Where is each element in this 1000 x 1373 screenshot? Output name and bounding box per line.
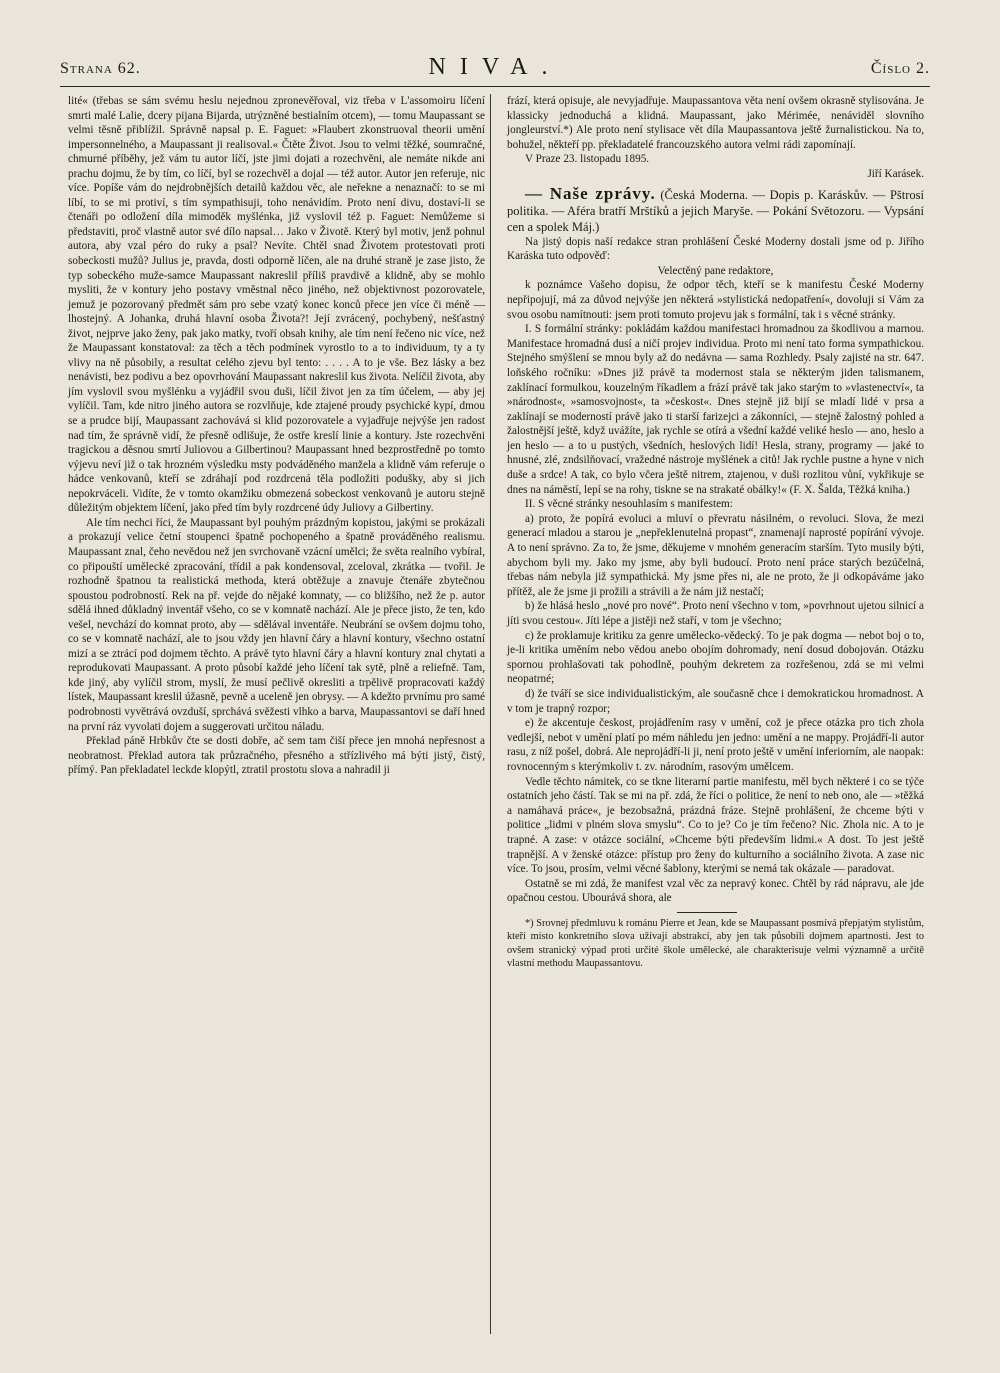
letter-paragraph: I. S formální stránky: pokládám každou manifestaci hromadnou za škodlivou a marnou. Manifestace hromadná dusí a ničí projev individua. Proto mi není tato forma sympathickou. Stejného smýšlení se mnou byly až do nedávna — sama Rozhledy. Psaly zajisté na str. 647. loňského ročníku: »Dnes již právě ta modernost stala se některým jiden talismanem, zaklínací formulkou, kouzelným říkadlem a frází právě tak jako starým to »vlastenectví«, ta »národnost«, »samosvojnost«, ta »českost«. Dnes stejně již bijí se mladí lidé v prsa a zaklínají se moderností právě jako ti starší farizejci a zákonníci, — stejně žalostný pohled a žalostnější ještě, když uvážíte, jak rychle se otírá a všední každé veliké heslo — ano, heslo a jen heslo — a to u pustých, všedních, heslových lidí! Hesla, strany, programy — jaké to hnusné, zlé, zndsilňovací, vražedné nástroje myšlének a citů! Jak rychle pustne a hyne v nich duše a srdce! A tak, co bylo včera ještě nitrem, ztajenou, v duši rozlitou vůní, vykřikuje se dnes na náměstí, lepí se na rohy, tiskne se na strakaté obálky!« (F. X. Šalda, Těžká kniha.) xyxy=(507,323,924,496)
left-column xyxy=(68,94,485,778)
footnote: *) Srovnej předmluvu k románu Pierre et Jean, kde se Maupassant posmívá přepjatým stylistům, kteří místo konkretního slova užívají abstrakcí, aby jen tak působili dojmem apartnosti. Jest to ovšem stranický výpad proti určité škole umělecké, ale charakterisuje velmi významně a určitě vlastní methodu Maupassantovu. xyxy=(507,917,924,970)
letter-paragraph: e) že akcentuje českost, projádřením rasy v umění, což je přece otázka pro tich zhola vedlejší, nebot v umění platí po mém náhledu jen jedno: umění a ne mappy. Projádří-li autor rasu, z níž pošel, dobrá. Ale neprojádří-li ji, není proto ještě v umění inferiorním, ale naopak: rovnocenným s kterýmkoliv t. zv. národním, rasovým umělcem. xyxy=(507,717,924,773)
letter-paragraph: a) proto, že popírá evoluci a mluví o převratu násilném, o revoluci. Slova, že mezi generací mladou a starou je „nepřeklenutelná propast“, znamenají naprosté popírání vývoje. A to není správno. Za to, že jsme, děkujeme v mnohém generacím starším. Tyto musily býti, abychom byli my. Jako my jsme, aby byli budoucí. Proto není práce starých bezúčelná, třebas nám nebyla již sympathická. My jsme přes ni, ale ne proto, že ji odkopáváme jako přítěž, ale že jsme ji prožili a strávili a že nám již nestačí; xyxy=(507,512,924,598)
letter-paragraph: c) že proklamuje kritiku za genre umělecko-vědecký. To je pak dogma — nebot boj o to, je-li kritika uměním nebo vědou anebo obojím dohromady, není dosud dobojován. Otázku spornou prohlašovati tak pohodlně, pouhým dekretem za rozřešenou, zdá se mi velmi neopatrné; xyxy=(507,629,924,686)
footnote-rule xyxy=(677,912,737,913)
letter-paragraph: II. S věcné stránky nesouhlasím s manifestem: xyxy=(525,498,733,511)
letter-paragraph: Vedle těchto námitek, co se tkne literarní partie manifestu, měl bych některé i co se týče ostatních jeho částí. Tak se mi na př. zdá, že říci o politice, že není to neb ono, ale — »těžká a namáhavá práce«, je bezobsažná, prázdná fráze. Stejně prohlášení, že chceme býti v politice „lidmi v plném slova smyslu“. Co to je? Co je tím řečeno? Nic. Zhola nic. A to je trapné. A zase: v otázce sociální, »Chceme býti především lidmi.« A dost. To jest ještě trapnější. A v ženské otázce: přístup pro ženy do kulturního a sociálního života. A zase nic více. To jsou, prosím, velmi věcné šablony, kterými se nemá tak okázale — paradovat. xyxy=(507,775,924,876)
letter-paragraph: d) že tváří se sice individualistickým, ale současně chce i demokratickou hromadnost. A v tom je trapný rozpor; xyxy=(507,687,924,715)
letter-paragraph: Ostatně se mi zdá, že manifest vzal věc za nepravý konec. Chtěl by rád nápravu, ale jde opačnou cestou. Ubourává shora, ale xyxy=(507,877,924,905)
news-section-topics: (Česká Moderna. — Dopis p. Karáskův. — Pštrosí politika. — Aféra bratří Mrštíků a jejich Maryše. — Pokání Světozoru. — Vypsání cen a spolek Máj.) xyxy=(507,187,925,234)
right-column xyxy=(507,94,924,971)
letter-paragraph: k poznámce Vašeho dopisu, že odpor těch, kteří se k manifestu České Moderny nepřipojují, má za důvod nejvýše jen některá »stylistická nedopatření«, dovoluji si Vám za svou osobu namítnouti: jsem proti tomuto projevu jak s formální, tak i s věcné stránky. xyxy=(507,279,924,321)
article-paragraph: lité« (třebas se sám svému heslu nejednou zpronevěřoval, viz třeba v L'assomoiru líčení smrti malé Lalie, dcery pijana Bijarda, utrýzněné bestialním otcem), — tomu Maupassant se velmi těsně přiblížil. Správně napsal p. E. Faguet: »Flaubert zkonstruoval theorii umění impersonnelného, a Maupassant ji realisoval.« Čtěte Život. Jsou to velmi těžké, soumračné, chmurné příběhy, jež vám tu autor líčí, jste jimi dojati a rozechvěni, ale nemáte nikde ani prachu dojmu, že by tím, co líčí, byl se rozechvěl a dojal — též autor. Autor jen referuje, nic více. Popíše vám do nejdrobnějších detailů každou věc, ale neřekne a nenaznačí: to se mi líbí, to se mi protiví, s tím sympathisuji, toho nenávidím. Proto není divu, dostaví-li se čtenáři po odložení díla mimoděk myšlénka, již vyslovil též p. Faguet: Nemůžeme si představiti, proč vlastně autor své dílo napsal… Jako v Životě. Který byl motiv, jenž pohnul autora, aby vzal péro do ruky a psal? Nevíte. Chtěl snad Životem protestovati proti sobeckosti mužů? Julius je, pravda, dosti odporně líčen, ale na druhé straně je zase jisto, že typ sobeckého muže-samce Maupassant nakreslil příliš pravdivě a klidně, aby se mohlo mysliti, že v kontury jeho postavy vměstnal něco jiného, než objektivnost pozorovatele, jemuž je pozorovaný předmět sám pro sebe vzatý konec konců přece jen více či méně — lhostejný. A Johanka, druhá hlavní osoba Života?! Její zvrácený, pochybený, nešťastný život, nejprve jako ženy, pak jako matky, tvoří obsah knihy, ale tím není řečeno nic více, než že Maupassant konstatoval: za těch a těch podmínek vyrostlo to a to individuum, ty a ty vlivy na ně působily, a resultat celého zjevu byl tento: . . . . A to je vše. Bez lásky a bez nenávisti, bez podivu a bez opovrhování Maupassant nakreslil kus života. Nelíčil života, aby jím vyslovil svou myšlénku a vyjádřil svou duši, líčil život jen za tím účelem, — aby jej vylíčil. Tam, kde nitro jiného autora se rozvlňuje, kde ztajené proudy psychické kypí, dmou se a prudce bijí, Maupassant zachovává si klid pozorovatele a vyjadřuje nejvýše jen radost nad tím, že správně vidí, že přesně odlišuje, že ostře kreslí linie a kontury. Jste rozechvěni tragickou a děsnou smrtí Juliovou a Gilbertinou? Maupassant hned bezprostředně po tomto výjevu neví již o tak hrozném výsledku msty podváděného manžela a klidně vám referuje o hádce venkovanů, kteří se zdráhají pod rozdrcená těla podložiti podušky, aby si jich nepokrváceli. Vidíte, že v tomto okamžiku obmezená sobeckost venkovanů je autoru stejně důležitým objektem líčení, jako před tím byly rozdrcené údy Juliovy a Gilbertiny. xyxy=(68,95,485,515)
journal-title: NIVA. xyxy=(428,54,562,80)
article-paragraph: Překlad páně Hrbkův čte se dosti dobře, ač sem tam čiší přece jen mnohá nepřesnost a neobratnost. Překlad autora tak průzračného, přesného a střízlivého má býti jistý, čistý, přímý. Pan překladatel leckde klopýtl, ztratil prostotu slova a nahradil ji xyxy=(68,735,485,777)
letter-salutation: Velectěný pane redaktore, xyxy=(657,264,774,277)
column-divider xyxy=(490,94,491,1334)
article-signature: Jiří Karásek. xyxy=(867,167,924,180)
article-date: V Praze 23. listopadu 1895. xyxy=(525,153,650,166)
article-continuation: frází, která opisuje, ale nevyjadřuje. Maupassantova věta není ovšem okrasně stylisována. Je klassicky jednoduchá a klidná. Maupassant, jako Mérimée, nenáviděl slovního jongleurství.*) Ale proto není stylisace vět díla Maupassantova ještě žurnalistickou. Na to, bohužel, někteří pp. překladatelé francouzského autora velmi rádi zapomínají. xyxy=(507,95,924,151)
page-header xyxy=(60,52,930,87)
letter-paragraph: b) že hlásá heslo „nové pro nové“. Proto není všechno v tom, »povrhnout ujetou silnicí a jíti svou cestou«. Jíti lépe a jistěji než staří, v tom je všechno; xyxy=(507,600,924,627)
article-paragraph: Ale tím nechci říci, že Maupassant byl pouhým prázdným kopistou, jakými se prokázali a prokazují velice četní stoupenci špatně pochopeného a špatně prováděného realismu. Maupassant znal, čeho nevědou než jen svrchovaně vzácní umělci; že světa realního vybíral, co připouští umělecké zpracování, třídil a pak kondensoval, zceloval, zkrátka — tvořil. Je rozhodně špatnou ta realistická methoda, která obtěžuje a znavuje čtenáře zbytečnou spoustou podrobností. Rek na př. vejde do nějaké komnaty, — co bližšího, než že p. autor sdělá ihned důkladný inventář všeho, co se v komnatě nachází. Ale je přece jisto, že ten, kdo vešel, nevchází do komnat proto, aby — sdělával inventáře. Neubrání se ovšem dojmu toho, co se v komnatě nachází, ale to jsou vždy jen hlavní čáry a hlavní kontury, všechno ostatní mizí a se ztrácí pod dojmem těchto. A právě tyto hlavní čáry a hlavní kontury znal chytati a reprodukovati Maupassant. A proto působí každé jeho líčení tak sytě, plně a reliefně. Tam, kde jiný, aby vylíčil strom, myslí, že musí pečlivě okresliti a trpělivě propracovati každý lístek, Maupassant kreslil úžasně, pevně a uceleně jen obrysy. — A kdežto prvnímu pro samé podrobnosti vyvětrává ovzduší, sprchává svěžesti vlhko a barva, Maupassantovi se daří hned na první ráz vyvolati dojem a suggerovati určitou náladu. xyxy=(68,516,485,733)
news-lead: Na jistý dopis naší redakce stran prohlášení České Moderny dostali jsme od p. Jiřího Karáska tuto odpověď: xyxy=(507,235,924,263)
news-section-title: — Naše zprávy. xyxy=(525,183,656,203)
news-section-heading xyxy=(507,183,925,235)
page-number: Strana 62. xyxy=(60,60,141,77)
issue-number: Číslo 2. xyxy=(870,60,930,77)
